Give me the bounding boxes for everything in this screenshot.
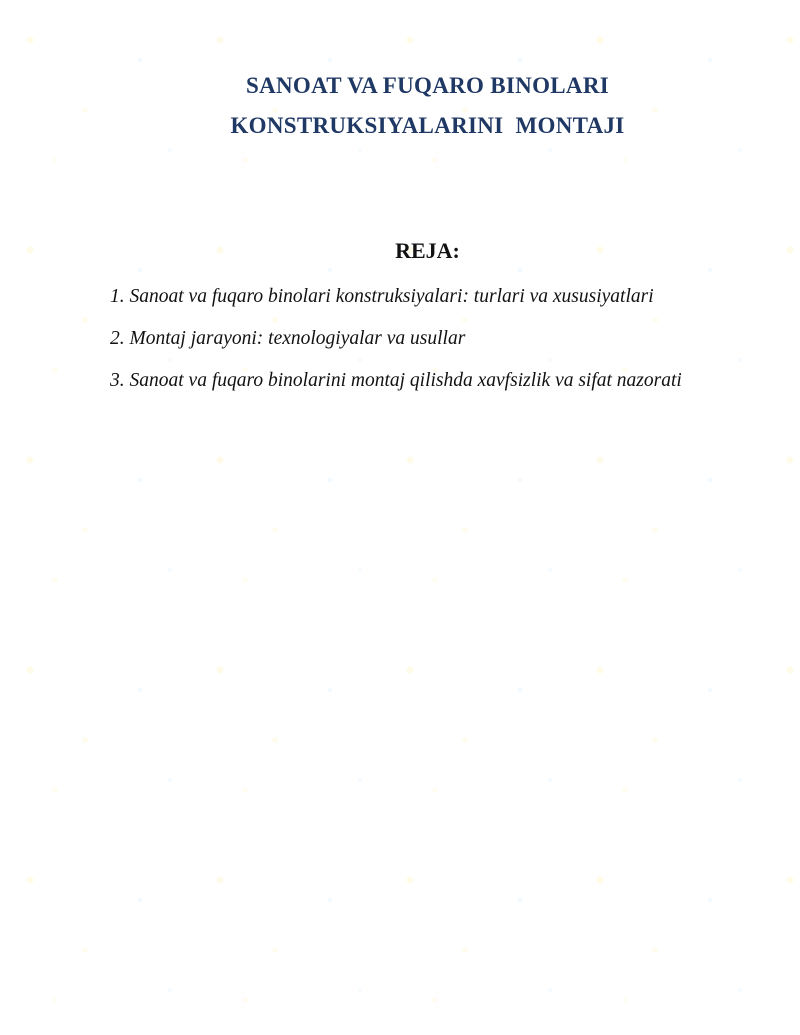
document-title-line-1: SANOAT VA FUQARO BINOLARI [245, 73, 609, 98]
document-title-line-2: KONSTRUKSIYALARINI MONTAJI [230, 113, 625, 138]
plan-list-item-3: 3. Sanoat va fuqaro binolarini montaj qilishda xavfsizlik va sifat nazorati [110, 370, 682, 391]
plan-list-item-2: 2. Montaj jarayoni: texnologiyalar va usullar [110, 328, 466, 349]
document-title [110, 66, 745, 146]
plan-list [110, 284, 745, 394]
plan-heading: REJA: [395, 238, 460, 263]
plan-list-item-1: 1. Sanoat va fuqaro binolari konstruksiyalari: turlari va xususiyatlari [110, 286, 654, 307]
